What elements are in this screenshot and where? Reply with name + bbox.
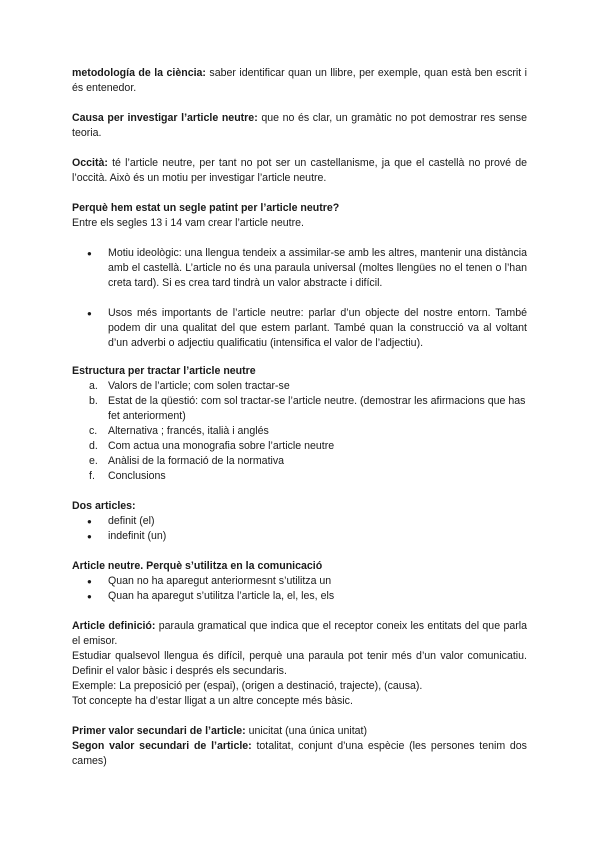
heading-comunicacio: Article neutre. Perquè s’utilitza en la comunicació [72,560,323,572]
term-occita: Occità: [72,157,108,169]
list-item [72,379,527,394]
list-marker: b. [89,395,98,407]
list-marker: f. [89,470,95,482]
bullet-list-motius [72,246,527,291]
bullet-list-comunicacio [72,574,527,604]
list-item: ● indefinit (un) [72,529,527,544]
list-item [72,424,527,439]
bullet-list-dos-articles [72,514,527,544]
list-item-text: Alternativa ; francés, italià i anglés [108,425,269,437]
term-segon-valor: Segon valor secundari de l’article: [72,740,252,752]
text-primer-valor: unicitat (una única unitat) [245,725,368,737]
text-exemple: Exemple: La preposició per (espai), (origen a destinació, trajecte), (causa). [72,680,423,692]
list-marker: c. [89,425,98,437]
text-causa: que no és clar, un gramàtic no pot demostrar res sense teoria. [72,112,527,139]
text-metodologia: saber identificar quan un llibre, per exemple, quan està ben escrit i és entenedor. [72,67,527,94]
list-item: ● definit (el) [72,514,527,529]
paragraph-segon-valor [72,739,527,769]
list-marker: a. [89,380,98,392]
term-causa: Causa per investigar l’article neutre: [72,112,258,124]
term-metodologia: metodología de la ciència: [72,67,206,79]
text-estudiar: Estudiar qualsevol llengua és difícil, perquè una paraula pot tenir més d’un valor comunicatiu. Definir el valor bàsic i després els secundaris. [72,650,527,677]
list-item: ● Quan ha aparegut s’utilitza l’article la, el, les, els [72,589,527,604]
list-item [72,394,527,424]
term-primer-valor: Primer valor secundari de l’article: [72,725,246,737]
ordered-list-estructura [72,379,527,484]
term-definicio: Article definició: [72,620,156,632]
list-item: ● Quan no ha aparegut anteriormesnt s’utilitza un [72,574,527,589]
paragraph-occita [72,156,527,186]
paragraph-primer-valor [72,724,527,739]
list-item [72,439,527,454]
heading-estructura: Estructura per tractar l’article neutre [72,365,256,377]
heading-dos-articles: Dos articles: [72,500,136,512]
list-item: ● Usos més importants de l’article neutre: parlar d’un objecte del nostre entorn. També podem dir una qualitat del que estem parlant. També quan la construcció va al voltant d’un adverbi o adjectiu qualificatiu (intensifica el valor de l’adjectiu). [72,306,527,351]
list-item [72,454,527,469]
text-occita: té l’article neutre, per tant no pot ser un castellanisme, ja que el castellà no prové de l’occità. Això és un motiu per investigar l’article neutre. [72,157,527,184]
list-item-text: Estat de la qüestió: com sol tractar-se l’article neutre. (demostrar les afirmacions que has fet anteriorment) [108,395,526,422]
document-page [72,66,527,769]
text-definicio: paraula gramatical que indica que el receptor coneix les entitats del que parla el emisor. [72,620,527,647]
text-segles: Entre els segles 13 i 14 vam crear l’article neutre. [72,217,304,229]
list-marker: e. [89,455,98,467]
list-item-text: Conclusions [108,470,166,482]
list-item-text: Com actua una monografia sobre l’article neutre [108,440,335,452]
list-item: ● Motiu ideològic: una llengua tendeix a assimilar-se amb les altres, mantenir una distància amb el castellà. L’article no és una paraula universal (moltes llengües no el tenen o l’han creta tard). Si es crea tard tindrà un valor abstracte i difícil. [72,246,527,291]
list-item-text: Anàlisi de la formació de la normativa [108,455,285,467]
paragraph-definicio [72,619,527,649]
paragraph-causa [72,111,527,141]
text-concepte: Tot concepte ha d’estar lligat a un altre concepte més bàsic. [72,695,353,707]
list-item-text: Valors de l’article; com solen tractar-se [108,380,290,392]
text-segon-valor: totalitat, conjunt d’una espècie (les persones tenim dos cames) [72,740,527,767]
list-marker: d. [89,440,98,452]
bullet-list-usos [72,306,527,351]
list-item [72,469,527,484]
paragraph-metodologia [72,66,527,96]
heading-perque: Perquè hem estat un segle patint per l’article neutre? [72,202,340,214]
